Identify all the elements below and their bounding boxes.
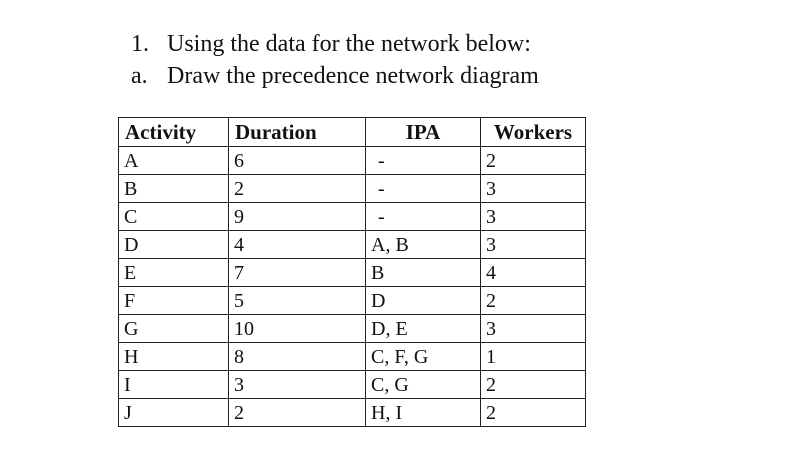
cell-duration: 5 (229, 287, 366, 315)
cell-ipa: D, E (366, 315, 481, 343)
cell-activity: J (119, 399, 229, 427)
header-duration: Duration (229, 118, 366, 147)
cell-activity: D (119, 231, 229, 259)
question-number: 1. (131, 31, 149, 57)
cell-activity: I (119, 371, 229, 399)
subpart-label: a. (131, 63, 148, 89)
table-header-row (119, 118, 586, 147)
question-heading (131, 30, 531, 58)
cell-workers: 3 (481, 203, 586, 231)
cell-ipa: H, I (366, 399, 481, 427)
cell-activity: C (119, 203, 229, 231)
cell-workers: 1 (481, 343, 586, 371)
cell-ipa: C, G (366, 371, 481, 399)
table-row (119, 147, 586, 175)
cell-workers: 4 (481, 259, 586, 287)
cell-activity: F (119, 287, 229, 315)
header-activity: Activity (119, 118, 229, 147)
header-workers: Workers (481, 118, 586, 147)
cell-ipa: - (366, 175, 481, 203)
table-row (119, 175, 586, 203)
cell-duration: 3 (229, 371, 366, 399)
question-text: Using the data for the network below: (167, 31, 531, 57)
cell-ipa: B (366, 259, 481, 287)
cell-duration: 2 (229, 175, 366, 203)
table-row (119, 287, 586, 315)
table-row (119, 259, 586, 287)
subpart-text: Draw the precedence network diagram (167, 63, 539, 89)
cell-activity: B (119, 175, 229, 203)
table-row (119, 203, 586, 231)
table-row (119, 371, 586, 399)
cell-ipa: A, B (366, 231, 481, 259)
cell-ipa: - (366, 203, 481, 231)
table-row (119, 399, 586, 427)
cell-duration: 7 (229, 259, 366, 287)
cell-ipa: D (366, 287, 481, 315)
cell-activity: H (119, 343, 229, 371)
cell-activity: A (119, 147, 229, 175)
cell-duration: 4 (229, 231, 366, 259)
cell-ipa: C, F, G (366, 343, 481, 371)
cell-workers: 2 (481, 147, 586, 175)
cell-workers: 3 (481, 175, 586, 203)
table-body (119, 147, 586, 427)
header-ipa: IPA (366, 118, 481, 147)
cell-duration: 8 (229, 343, 366, 371)
cell-workers: 2 (481, 287, 586, 315)
cell-workers: 3 (481, 315, 586, 343)
cell-activity: E (119, 259, 229, 287)
table-row (119, 231, 586, 259)
question-subpart (131, 62, 539, 90)
table-row (119, 343, 586, 371)
cell-ipa: - (366, 147, 481, 175)
cell-duration: 6 (229, 147, 366, 175)
table-row (119, 315, 586, 343)
cell-workers: 2 (481, 371, 586, 399)
activity-table (118, 117, 586, 427)
cell-duration: 10 (229, 315, 366, 343)
cell-workers: 3 (481, 231, 586, 259)
cell-workers: 2 (481, 399, 586, 427)
cell-duration: 9 (229, 203, 366, 231)
cell-activity: G (119, 315, 229, 343)
cell-duration: 2 (229, 399, 366, 427)
